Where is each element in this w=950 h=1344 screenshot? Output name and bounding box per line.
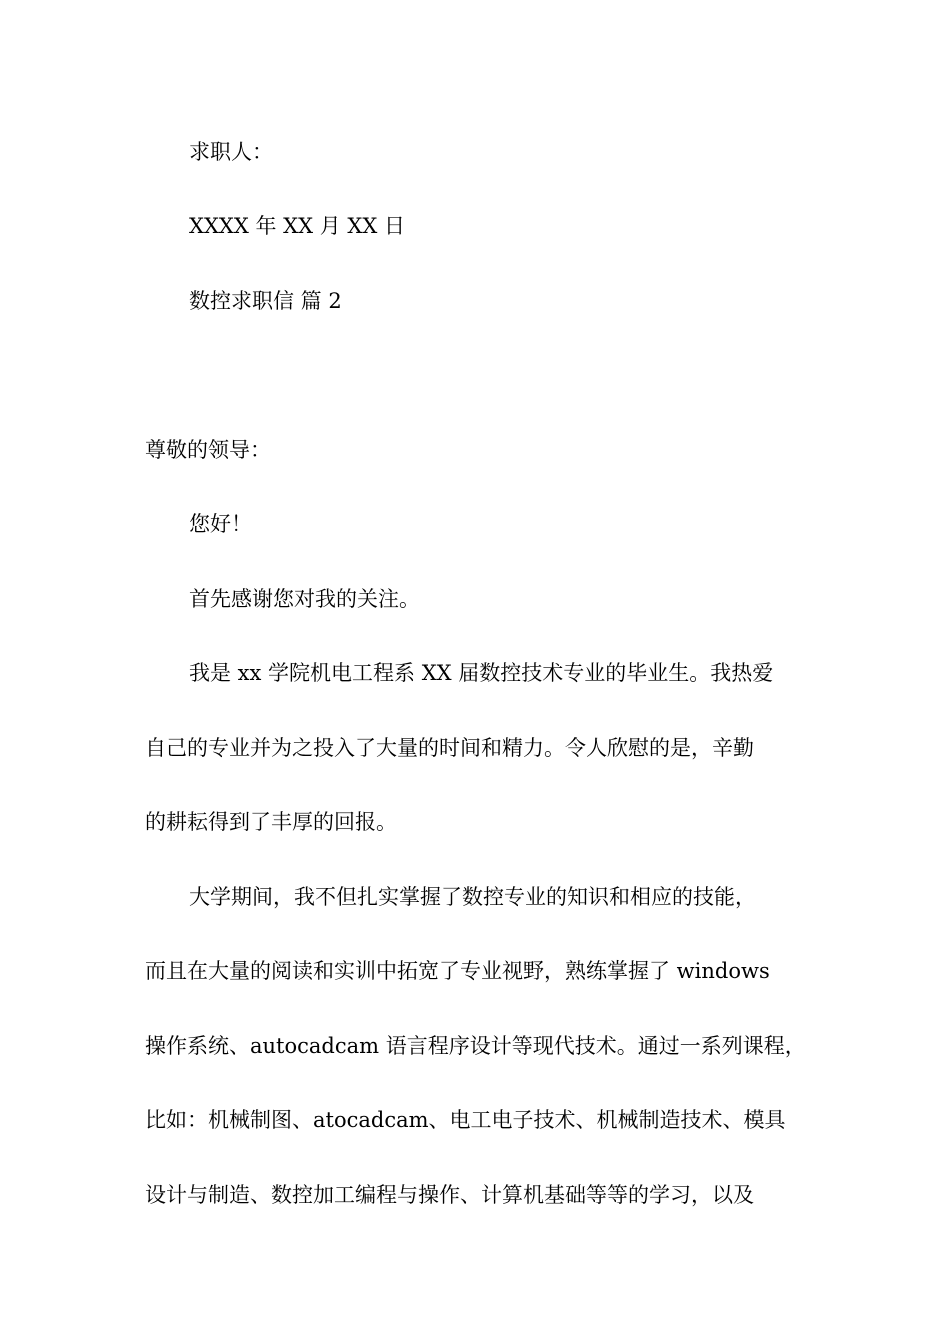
salutation: 尊敬的领导： — [145, 438, 271, 462]
signature-label: 求职人： — [189, 140, 273, 164]
paragraph-line: 而且在大量的阅读和实训中拓宽了专业视野，熟练掌握了 windows — [145, 959, 770, 983]
paragraph-line: 比如：机械制图、atocadcam、电工电子技术、机械制造技术、模具 — [145, 1108, 786, 1132]
paragraph-line: 大学期间，我不但扎实掌握了数控专业的知识和相应的技能， — [189, 885, 756, 909]
paragraph-line: 自己的专业并为之投入了大量的时间和精力。令人欣慰的是，辛勤 — [145, 736, 754, 760]
paragraph-line: 首先感谢您对我的关注。 — [189, 587, 420, 611]
section-title: 数控求职信 篇 2 — [189, 289, 342, 313]
paragraph-line: 操作系统、autocadcam 语言程序设计等现代技术。通过一系列课程， — [145, 1034, 806, 1058]
paragraph-line: 设计与制造、数控加工编程与操作、计算机基础等等的学习，以及 — [145, 1183, 754, 1207]
paragraph-line: 我是 xx 学院机电工程系 XX 届数控技术专业的毕业生。我热爱 — [189, 661, 774, 685]
signature-date: XXXX 年 XX 月 XX 日 — [189, 214, 405, 238]
paragraph-line: 的耕耘得到了丰厚的回报。 — [145, 810, 397, 834]
greeting: 您好！ — [189, 512, 252, 536]
